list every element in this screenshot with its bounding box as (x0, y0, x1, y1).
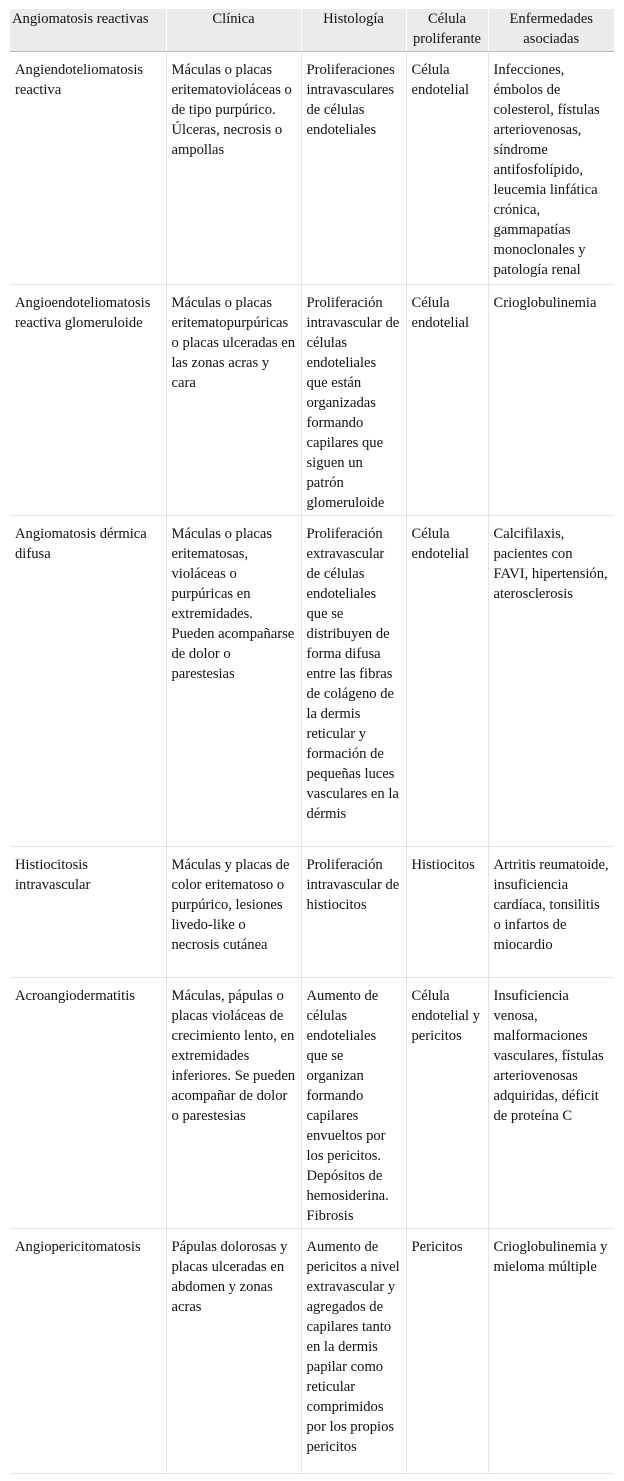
table-row (10, 52, 614, 285)
cell-celula: Histiocitos (406, 847, 488, 978)
cell-enfermedades: Crioglobulinemia (488, 285, 614, 516)
cell-clinica: Máculas o placas eritematovioláceas o de tipo purpúrico. Úlceras, necrosis o ampollas (166, 52, 301, 285)
table-row (10, 1229, 614, 1474)
cell-histologia: Aumento de pericitos a nivel extravascular y agregados de capilares tanto en la dermis papilar como reticular comprimidos por los propios pericitos (301, 1229, 406, 1474)
cell-angiomatosis: Angiopericitomatosis (10, 1229, 166, 1474)
table-row (10, 516, 614, 847)
cell-histologia: Proliferación intravascular de histiocitos (301, 847, 406, 978)
table-row (10, 847, 614, 978)
header-celula: Célula proliferante (406, 9, 488, 52)
cell-enfermedades: Calcifilaxis, pacientes con FAVI, hipertensión, aterosclerosis (488, 516, 614, 847)
cell-histologia: Proliferación extravascular de células endoteliales que se distribuyen de forma difusa entre las fibras de colágeno de la dermis reticular y formación de pequeñas luces vasculares en la dérmis (301, 516, 406, 847)
cell-clinica: Máculas, pápulas o placas violáceas de crecimiento lento, en extremidades inferiores. Se pueden acompañar de dolor o parestesias (166, 978, 301, 1229)
cell-clinica: Máculas o placas eritematosas, violáceas o purpúricas en extremidades. Pueden acompañarse de dolor o parestesias (166, 516, 301, 847)
cell-histologia: Proliferación intravascular de células endoteliales que están organizadas formando capilares que siguen un patrón glomeruloide (301, 285, 406, 516)
cell-angiomatosis: Acroangiodermatitis (10, 978, 166, 1229)
cell-enfermedades: Artritis reumatoide, insuficiencia cardíaca, tonsilitis o infartos de miocardio (488, 847, 614, 978)
table-row (10, 978, 614, 1229)
cell-clinica: Máculas o placas eritematopurpúricas o placas ulceradas en las zonas acras y cara (166, 285, 301, 516)
cell-celula: Pericitos (406, 1229, 488, 1474)
cell-enfermedades: Crioglobulinemia y mieloma múltiple (488, 1229, 614, 1474)
cell-clinica: Pápulas dolorosas y placas ulceradas en abdomen y zonas acras (166, 1229, 301, 1474)
cell-histologia: Aumento de células endoteliales que se organizan formando capilares envueltos por los pericitos. Depósitos de hemosiderina. Fibrosis (301, 978, 406, 1229)
header-clinica: Clínica (166, 9, 301, 52)
header-row (10, 9, 614, 52)
cell-angiomatosis: Angiomatosis dérmica difusa (10, 516, 166, 847)
angiomatosis-table (10, 9, 614, 1474)
cell-angiomatosis: Angioendoteliomatosis reactiva glomeruloide (10, 285, 166, 516)
cell-celula: Célula endotelial (406, 285, 488, 516)
cell-celula: Célula endotelial (406, 52, 488, 285)
cell-histologia: Proliferaciones intravasculares de células endoteliales (301, 52, 406, 285)
table-header (10, 9, 614, 52)
header-histologia: Histología (301, 9, 406, 52)
cell-enfermedades: Insuficiencia venosa, malformaciones vasculares, fístulas arteriovenosas adquiridas, déficit de proteína C (488, 978, 614, 1229)
cell-angiomatosis: Histiocitosis intravascular (10, 847, 166, 978)
cell-enfermedades: Infecciones, émbolos de colesterol, fístulas arteriovenosas, síndrome antifosfolípido, leucemia linfática crónica, gammapatías monoclonales y patología renal (488, 52, 614, 285)
header-angiomatosis: Angiomatosis reactivas (10, 9, 166, 52)
cell-clinica: Máculas y placas de color eritematoso o purpúrico, lesiones livedo-like o necrosis cutánea (166, 847, 301, 978)
table-row (10, 285, 614, 516)
cell-angiomatosis: Angiendoteliomatosis reactiva (10, 52, 166, 285)
cell-celula: Célula endotelial y pericitos (406, 978, 488, 1229)
table-body (10, 52, 614, 1474)
header-enfermedades: Enfermedades asociadas (488, 9, 614, 52)
cell-celula: Célula endotelial (406, 516, 488, 847)
